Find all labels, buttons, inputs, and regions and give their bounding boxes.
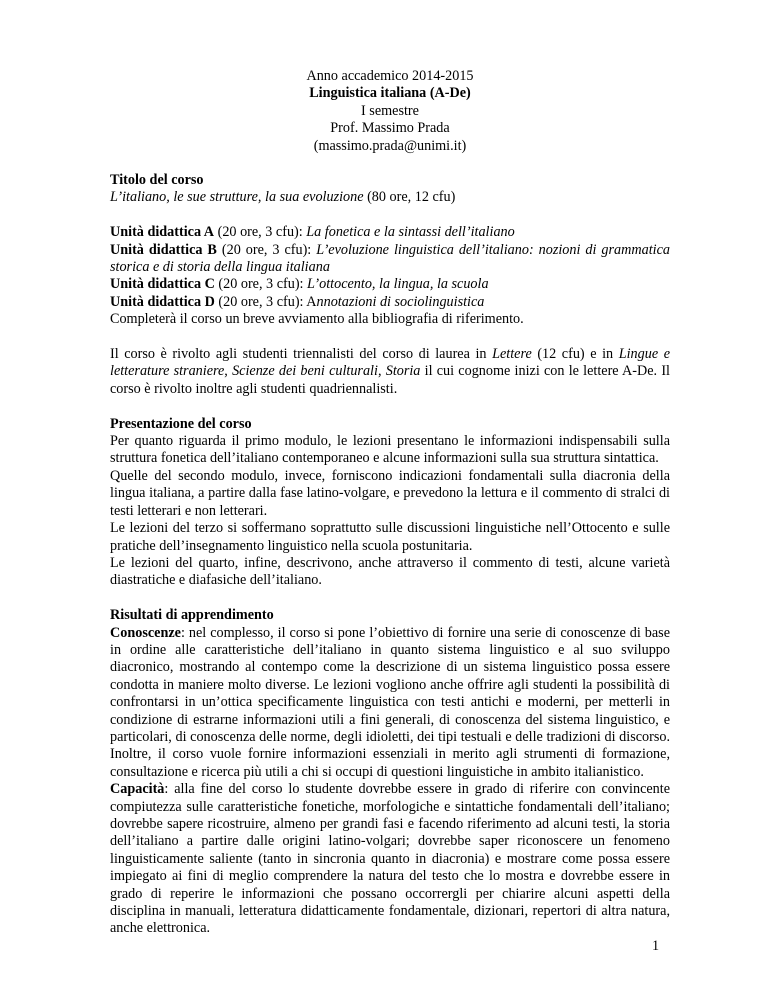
- unit-c: [110, 276, 670, 293]
- bibliography-note: Completerà il corso un breve avviamento alla bibliografia di riferimento.: [110, 311, 524, 328]
- unit-b: [110, 242, 670, 277]
- unit-a: [110, 224, 670, 241]
- unit-d: [110, 294, 670, 311]
- section-heading: Presentazione del corso: [110, 415, 252, 432]
- audience-paragraph: [110, 346, 670, 398]
- page-number: 1: [652, 938, 660, 954]
- section-heading: Titolo del corso: [110, 172, 204, 189]
- unit-label: Unità didattica D: [110, 293, 215, 310]
- knowledge-paragraph: [110, 625, 670, 782]
- audience-text: Il corso è rivolto agli studenti triennalisti del corso di laurea in: [110, 346, 493, 363]
- unit-title: L’evoluzione linguistica dell’italiano: nozioni di grammatica storica e di storia della lingua italiana: [110, 241, 670, 276]
- degree-lettere: Lettere: [492, 346, 532, 363]
- skills-label: Capacità: [110, 781, 165, 798]
- results-section: [110, 607, 670, 938]
- unit-label: Unità didattica B: [110, 241, 217, 258]
- degree-storia: Storia: [385, 363, 421, 380]
- professor-name: Prof. Massimo Prada: [330, 120, 450, 137]
- unit-title: nnotazioni di sociolinguistica: [316, 293, 485, 310]
- course-name: Linguistica italiana (A-De): [309, 85, 471, 102]
- separator: ,: [377, 363, 386, 380]
- document-header: [110, 68, 670, 155]
- unit-detail: (20 ore, 3 cfu):: [214, 224, 307, 241]
- document-page: [110, 68, 670, 938]
- knowledge-text: : nel complesso, il corso si pone l’obiettivo di fornire una serie di conoscenze di base in ordine alle caratteristiche dell’italiano in quanto sistema linguistico e al suo sviluppo diacronico, mostrando al contempo come la descrizione di un sistema linguistico possa essere condotta in maniere molto diverse. Le lezioni vogliono anche offrire agli studenti la possibilità di confrontarsi in un’ottica specificamente linguistica con testi antichi e moderni, per metterli in condizione di estrarne informazioni utili a fini generali, di conoscenza del sistema linguistico, e particolari, di conoscenza delle norme, degli idioletti, dei tipi testuali e delle tradizioni di discorso. Inoltre, il corso vuole fornire informazioni essenziali in merito agli strumenti di formazione, consultazione e ricerca più utili a chi si occupi di questioni linguistiche in ambito italianistico.: [110, 624, 670, 780]
- degree-scienze: Scienze dei beni culturali: [232, 363, 378, 380]
- section-heading: Risultati di apprendimento: [110, 607, 274, 624]
- unit-detail: (20 ore, 3 cfu):: [214, 276, 308, 293]
- professor-email: (massimo.prada@unimi.it): [313, 137, 467, 154]
- title-section: [110, 172, 670, 207]
- knowledge-label: Conoscenze: [110, 624, 181, 641]
- skills-paragraph: [110, 781, 670, 938]
- unit-title: La fonetica e la sintassi dell’italiano: [306, 224, 515, 241]
- unit-detail: (20 ore, 3 cfu):: [216, 241, 317, 258]
- skills-text: : alla fine del corso lo studente dovrebbe essere in grado di riferire con convincente compiutezza sulle caratteristiche fonetiche, morfologiche e sintattiche fondamentali dell’italiano; dovrebbe sapere ricostruire, almeno per grandi fasi e facendo riferimento ad alcuni testi, la storia dell’italiano a partire dalle origini latino-volgari; dovrebbe saper riconoscere un fenomeno linguisticamente saliente (tanto in sincronia quanto in diacronia) e mostrare come possa essere impiegato ai fini di meglio comprendere la natura del testo che lo mostra e dovrebbe essere in grado di reperire le informazioni che possano occorrergli per chiarire alcuni aspetti della disciplina in manuali, letteratura didatticamente fondamentale, dizionari, repertori di altra natura, anche elettronica.: [110, 781, 670, 937]
- presentation-paragraph: Le lezioni del quarto, infine, descrivono, anche attraverso il commento di testi, alcune varietà diastratiche e diafasiche dell’italiano.: [110, 554, 670, 589]
- separator: ,: [224, 363, 233, 380]
- degree-lingue: Lingue e letterature straniere: [110, 346, 671, 380]
- presentation-section: [110, 416, 670, 590]
- course-title: L’italiano, le sue strutture, la sua evoluzione: [110, 189, 364, 206]
- semester: I semestre: [361, 102, 419, 119]
- course-title-detail: (80 ore, 12 cfu): [363, 189, 456, 206]
- unit-title: L’ottocento, la lingua, la scuola: [307, 276, 489, 293]
- audience-text: (12 cfu) e in: [531, 346, 619, 363]
- unit-label: Unità didattica A: [110, 224, 215, 241]
- unit-detail: (20 ore, 3 cfu): A: [214, 293, 317, 310]
- course-title-line: [110, 189, 670, 206]
- audience-text: il cui cognome inizi con le lettere A-De. Il corso è rivolto inoltre agli studenti quadriennalisti.: [110, 363, 671, 397]
- presentation-paragraph: Per quanto riguarda il primo modulo, le lezioni presentano le informazioni indispensabili sulla struttura fonetica dell’italiano contemporaneo e alcune informazioni sulla sua struttura sintattica.: [110, 433, 670, 467]
- academic-year: Anno accademico 2014-2015: [306, 68, 474, 84]
- units-list: [110, 224, 670, 328]
- presentation-paragraph: Le lezioni del terzo si soffermano soprattutto sulle discussioni linguistiche nell’Ottocento e sulle pratiche dell’insegnamento linguistico nella scuola postunitaria.: [110, 520, 670, 554]
- unit-label: Unità didattica C: [110, 276, 215, 293]
- presentation-paragraph: Quelle del secondo modulo, invece, forniscono indicazioni fondamentali sulla diacronia della lingua italiana, a partire dalla fase latino-volgare, e prevedono la lettura e il commento di stralci di testi letterari e non letterari.: [110, 467, 670, 519]
